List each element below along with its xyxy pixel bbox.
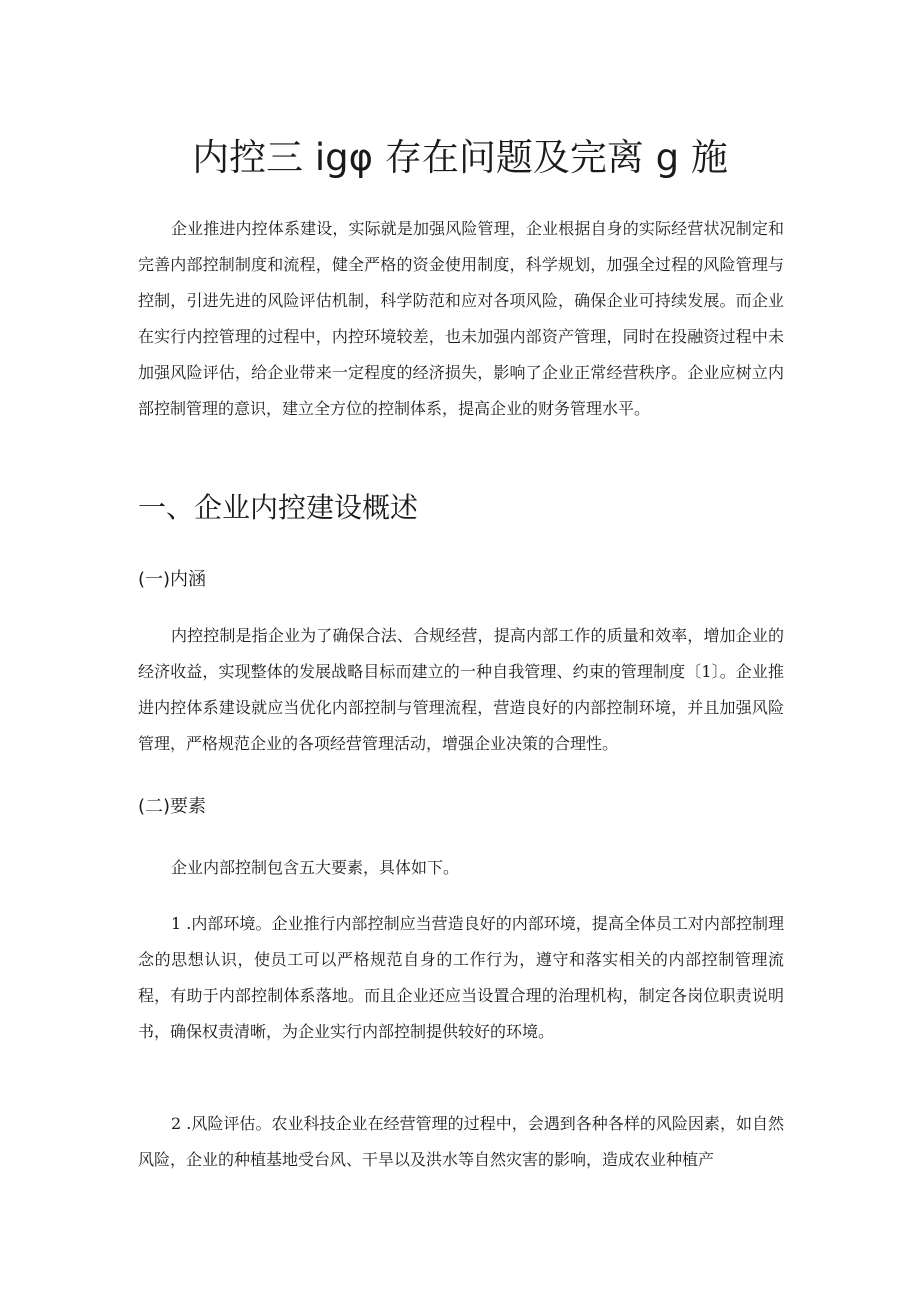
intro-paragraph: 企业推进内控体系建设，实际就是加强风险管理，企业根据自身的实际经营状况制定和完善内部控制制度和流程，健全严格的资金使用制度，科学规划，加强全过程的风险管理与控制，引进先进的风险评估机制，科学防范和应对各项风险，确保企业可持续发展。而企业在实行内控管理的过程中，内控环境较差，也未加强内部资产管理，同时在投融资过程中未加强风险评估，给企业带来一定程度的经济损失，影响了企业正常经营秩序。企业应树立内部控制管理的意识，建立全方位的控制体系，提高企业的财务管理水平。	[138, 219, 784, 418]
meaning-paragraph: 内控控制是指企业为了确保合法、合规经营，提高内部工作的质量和效率，增加企业的经济收益，实现整体的发展战略目标而建立的一种自我管理、约束的管理制度〔1〕。企业推进内控体系建设就应当优化内部控制与管理流程，营造良好的内部控制环境，并且加强风险管理，严格规范企业的各项经营管理活动，增强企业决策的合理性。	[138, 626, 784, 753]
section-heading: 一、企业内控建设概述	[138, 491, 419, 524]
subsection-heading-meaning: (一)内涵	[138, 569, 207, 590]
document-title: 内控三 igφ 存在问题及完离 g 施	[192, 136, 728, 179]
subsection-heading-elements: (二)要素	[138, 796, 207, 817]
internal-environment-paragraph: 1 .内部环境。企业推行内部控制应当营造良好的内部环境，提高全体员工对内部控制理念的思想认识，使员工可以严格规范自身的工作行为，遵守和落实相关的内部控制管理流程，有助于内部控制体系落地。而且企业还应当设置合理的治理机构，制定各岗位职责说明书，确保权责清晰，为企业实行内部控制提供较好的环境。	[138, 914, 784, 1041]
risk-assessment-paragraph: 2 .风险评估。农业科技企业在经营管理的过程中，会遇到各种各样的风险因素，如自然风险，企业的种植基地受台风、干旱以及洪水等自然灾害的影响，造成农业种植产	[138, 1114, 784, 1169]
elements-intro-paragraph: 企业内部控制包含五大要素，具体如下。	[171, 858, 460, 877]
